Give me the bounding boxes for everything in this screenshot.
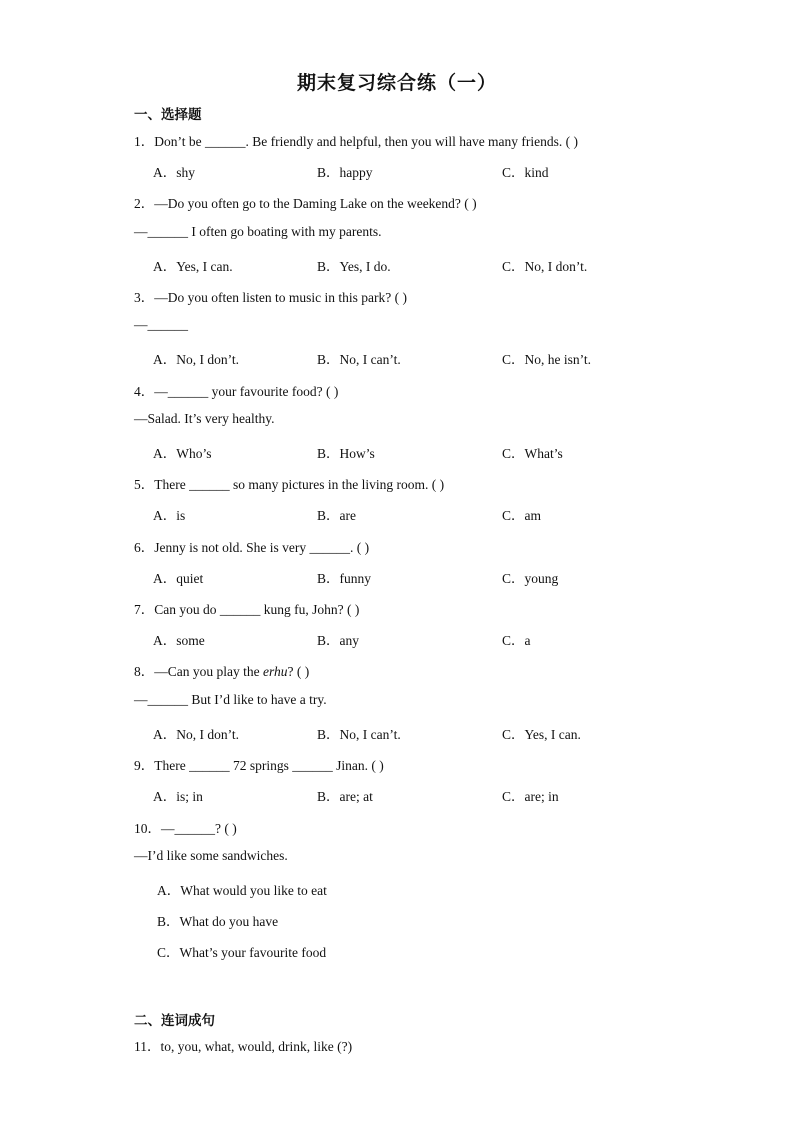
option-b[interactable]: B．Yes, I do. [317,259,391,274]
question-1: 1．Don’t be ______. Be friendly and helpful, then you will have many friends. ( ) [134,134,579,149]
question-6-options [153,567,713,585]
question-3-options [153,348,713,366]
question-7: 7．Can you do ______ kung fu, John? ( ) [134,602,360,617]
option-c[interactable]: C．young [502,571,559,586]
option-b[interactable]: B．funny [317,571,371,586]
question-4-answer-line: —Salad. It’s very healthy. [134,411,275,426]
option-a[interactable]: A．No, I don’t. [153,352,239,367]
question-1-options [153,161,713,179]
option-a[interactable]: A．Yes, I can. [153,259,233,274]
question-7-options [153,629,713,647]
option-b[interactable]: B．How’s [317,446,375,461]
question-5: 5．There ______ so many pictures in the living room. ( ) [134,477,445,492]
option-c[interactable]: C．What’s [502,446,563,461]
option-b[interactable]: B．are; at [317,789,373,804]
option-b[interactable]: B．No, I can’t. [317,352,401,367]
question-3: 3．—Do you often listen to music in this park? ( ) [134,290,407,305]
question-8-text-end: ? ( ) [287,664,310,679]
question-10: 10．—______? ( ) [134,821,237,836]
option-c[interactable]: C．am [502,508,541,523]
question-4: 4．—______ your favourite food? ( ) [134,384,339,399]
option-a[interactable]: A．is [153,508,186,523]
page-title: 期末复习综合练（一） [296,73,497,94]
question-3-answer-line: —______ [134,317,188,332]
option-b[interactable]: B．any [317,633,359,648]
question-10-option-b[interactable]: B．What do you have [157,914,279,929]
option-b[interactable]: B．No, I can’t. [317,727,401,742]
option-a[interactable]: A．No, I don’t. [153,727,239,742]
option-b[interactable]: B．are [317,508,356,523]
question-11: 11．to, you, what, would, drink, like (?) [134,1039,353,1054]
option-c[interactable]: C．Yes, I can. [502,727,581,742]
option-c[interactable]: C．are; in [502,789,559,804]
option-c[interactable]: C．No, he isn’t. [502,352,592,367]
question-2: 2．—Do you often go to the Daming Lake on the weekend? ( ) [134,196,477,211]
question-10-answer-line: —I’d like some sandwiches. [134,848,288,863]
option-c[interactable]: C．No, I don’t. [502,259,588,274]
section-heading-sentence: 二、连词成句 [134,1013,215,1028]
question-8 [134,660,309,680]
option-a[interactable]: A．some [153,633,205,648]
question-8-text-start: 8．—Can you play the [134,664,263,679]
option-a[interactable]: A．is; in [153,789,203,804]
question-9-options [153,785,713,803]
option-a[interactable]: A．shy [153,165,196,180]
question-5-options [153,504,713,522]
question-4-options [153,442,713,460]
option-c[interactable]: C．kind [502,165,549,180]
question-8-answer-line: —______ But I’d like to have a try. [134,692,327,707]
question-8-options [153,723,713,741]
question-9: 9．There ______ 72 springs ______ Jinan. ( ) [134,758,384,773]
question-10-option-c[interactable]: C．What’s your favourite food [157,945,327,960]
option-a[interactable]: A．Who’s [153,446,212,461]
option-a[interactable]: A．quiet [153,571,204,586]
option-c[interactable]: C．a [502,633,531,648]
question-8-italic-word: erhu [262,664,288,679]
question-2-answer-line: —______ I often go boating with my parents. [134,224,382,239]
question-6: 6．Jenny is not old. She is very ______. ( ) [134,540,370,555]
question-10-option-a[interactable]: A．What would you like to eat [157,883,327,898]
question-2-options [153,255,713,273]
section-heading-choice: 一、选择题 [134,107,202,122]
option-b[interactable]: B．happy [317,165,373,180]
